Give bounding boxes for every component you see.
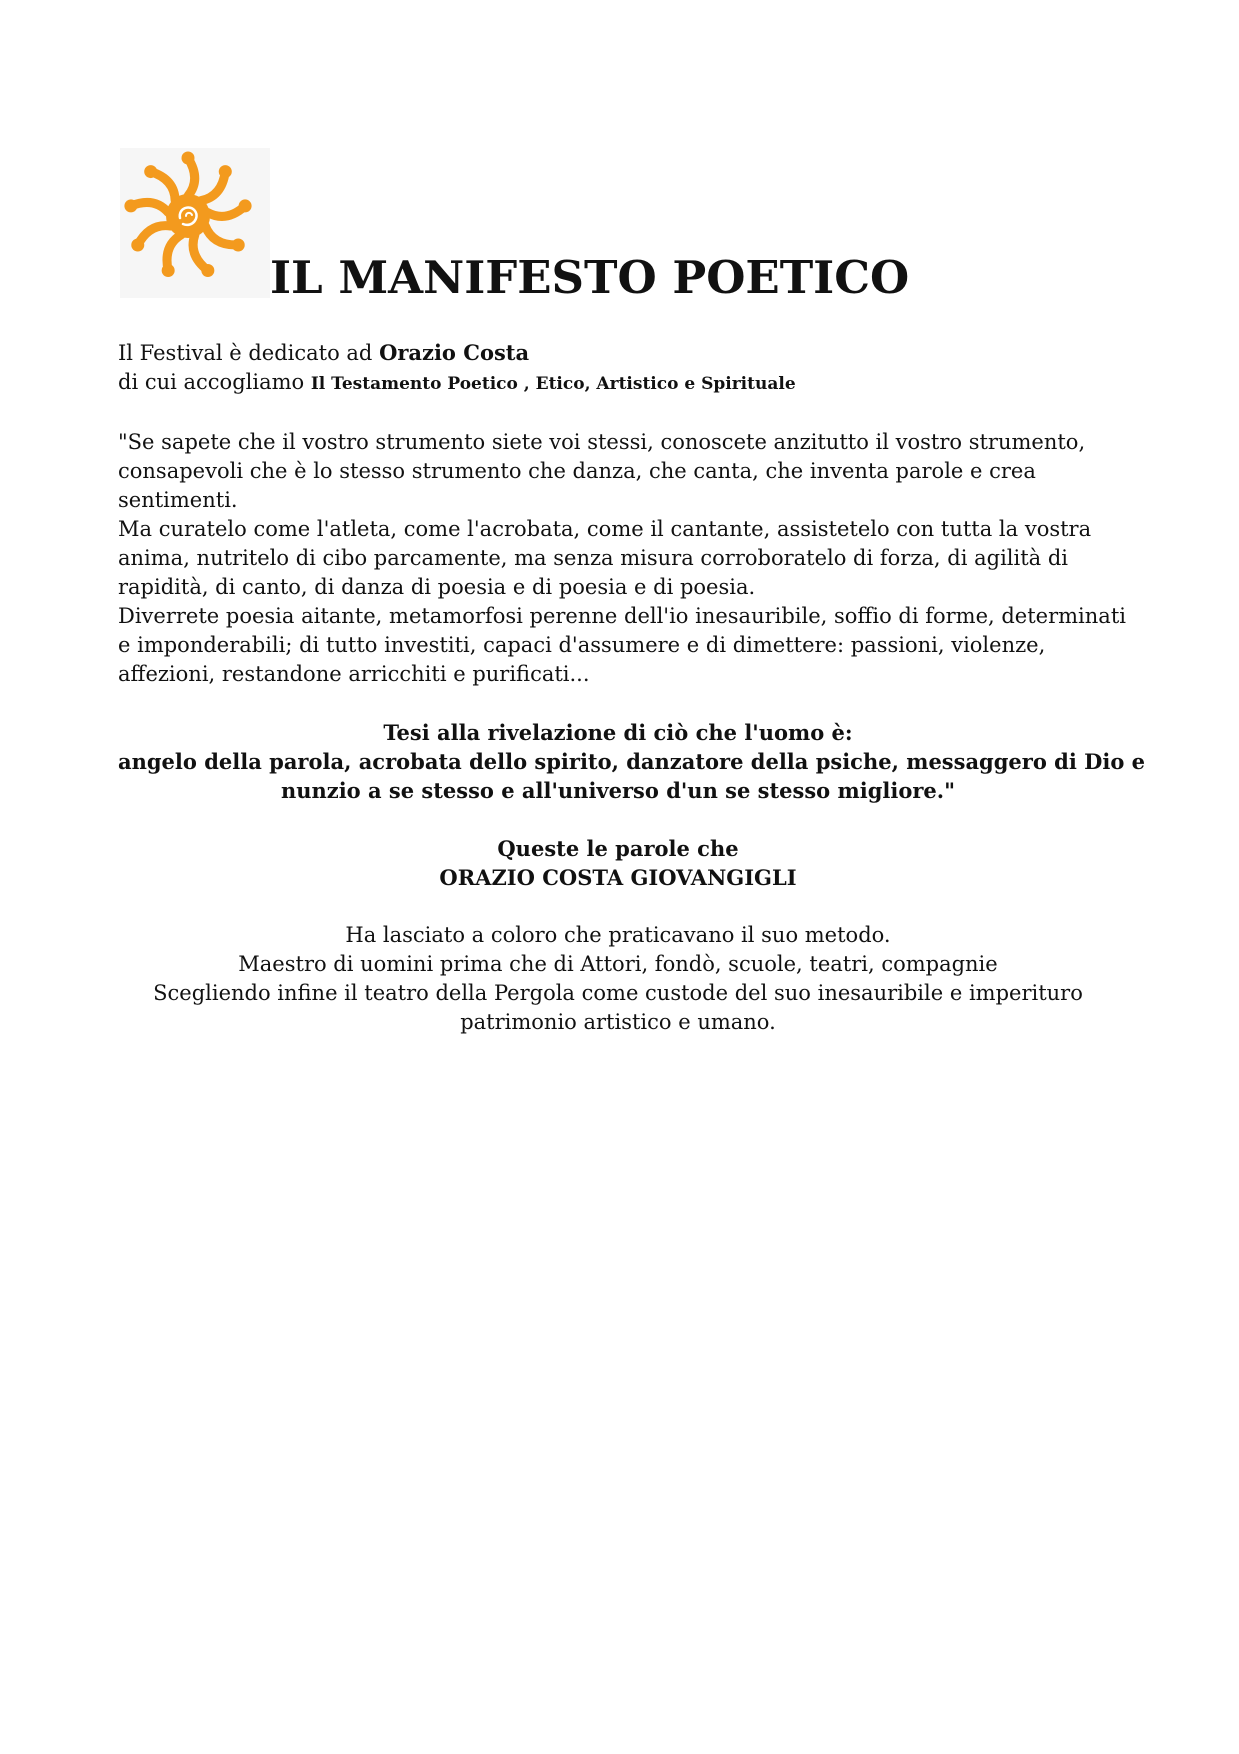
document-body — [118, 338, 1146, 1037]
dedicatee-name: Orazio Costa — [379, 340, 530, 365]
sun-ray-tip — [232, 239, 245, 252]
quote-line: rapidità, di canto, di danza di poesia e di poesia e di poesia. — [118, 575, 756, 599]
sun-ray-tip — [219, 165, 232, 178]
closing-line: patrimonio artistico e umano. — [460, 1010, 776, 1034]
sun-ray-tip — [162, 264, 175, 277]
quote-line: e imponderabili; di tutto investiti, capaci d'assumere e di dimettere: passioni, violenze, — [118, 633, 1046, 657]
closing-paragraph — [118, 921, 1118, 1037]
spacer — [118, 689, 1118, 718]
testament-title: Il Testamento Poetico , Etico, Artistico e Spirituale — [310, 374, 796, 394]
quote-line: affezioni, restandone arricchiti e purificati... — [118, 662, 590, 686]
attribution-paragraph — [118, 834, 1118, 892]
intro-line-1 — [118, 338, 1118, 368]
sun-ray-tip — [182, 152, 195, 165]
quote-line: anima, nutritelo di cibo parcamente, ma senza misura corroboratelo di forza, di agilità di — [118, 546, 1069, 570]
quote-line: sentimenti. — [118, 488, 238, 512]
quote-paragraph — [118, 428, 1126, 689]
closing-line: Ha lasciato a coloro che praticavano il suo metodo. — [345, 923, 891, 947]
attribution-line: Queste le parole che — [497, 836, 739, 861]
thesis-paragraph — [118, 718, 1146, 805]
intro-line-2 — [118, 368, 1118, 399]
sun-ray-tip — [239, 199, 252, 212]
quote-line: "Se sapete che il vostro strumento siete voi stessi, conoscete anzitutto il vostro strumento, — [118, 430, 1086, 454]
attribution-name: ORAZIO COSTA GIOVANGIGLI — [439, 865, 797, 890]
thesis-line: nunzio a se stesso e all'universo d'un se stesso migliore." — [280, 778, 956, 803]
spacer — [118, 892, 1118, 921]
intro-line-1-prefix: Il Festival è dedicato ad — [118, 341, 380, 365]
festival-logo — [120, 148, 270, 298]
quote-line: Ma curatelo come l'atleta, come l'acrobata, come il cantante, assistetelo con tutta la vostra — [118, 517, 1092, 541]
spacer — [118, 805, 1118, 834]
intro-line-2-prefix: di cui accogliamo — [118, 370, 311, 394]
sun-ray-tip — [131, 239, 144, 252]
sun-ray-tip — [201, 264, 214, 277]
quote-line: Diverrete poesia aitante, metamorfosi perenne dell'io inesauribile, soffio di forme, determinati — [118, 604, 1126, 628]
sun-ray-tip — [124, 199, 137, 212]
closing-line: Scegliendo infine il teatro della Pergola come custode del suo inesauribile e imperituro — [153, 981, 1083, 1005]
thesis-line: Tesi alla rivelazione di ciò che l'uomo è: — [383, 720, 853, 745]
spacer — [118, 399, 1118, 428]
page-title: IL MANIFESTO POETICO — [270, 251, 910, 304]
sun-logo-icon — [120, 148, 270, 298]
quote-line: consapevoli che è lo stesso strumento che danza, che canta, che inventa parole e crea — [118, 459, 1036, 483]
sun-ray-tip — [144, 165, 157, 178]
closing-line: Maestro di uomini prima che di Attori, fondò, scuole, teatri, compagnie — [238, 952, 998, 976]
thesis-line: angelo della parola, acrobata dello spirito, danzatore della psiche, messaggero di Dio e — [118, 749, 1146, 774]
